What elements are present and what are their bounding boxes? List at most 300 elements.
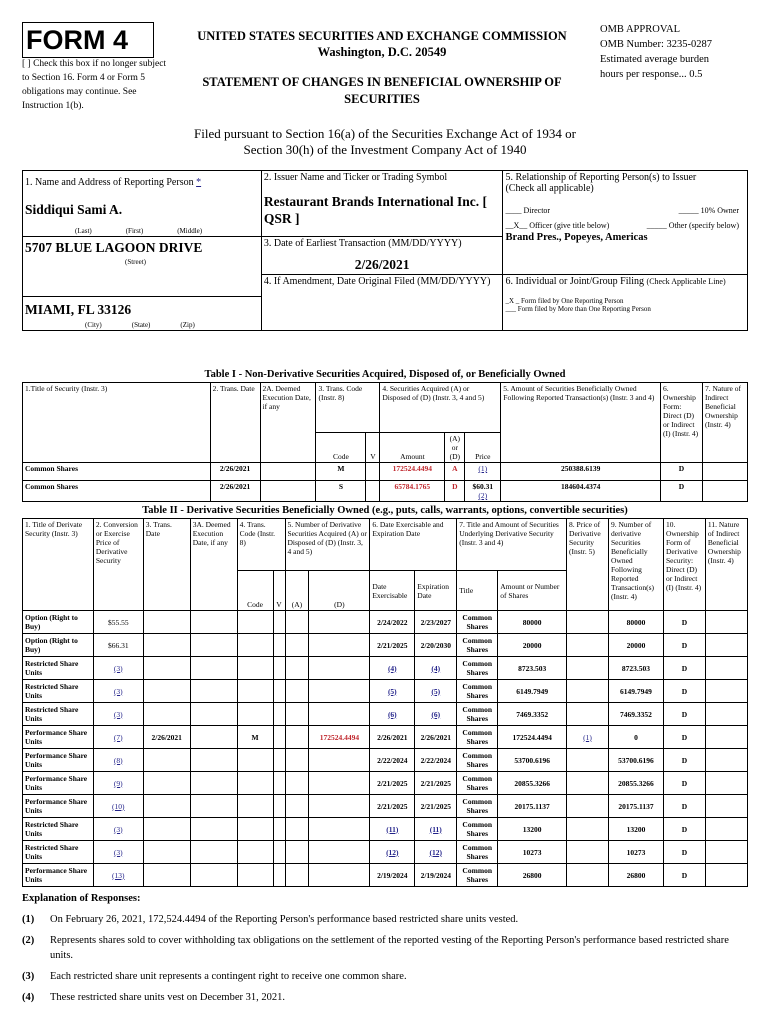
t1-row-owned: 250388.6139 — [501, 463, 661, 481]
ten-pct-owner-checkbox[interactable]: _____ 10% Owner — [678, 206, 739, 215]
t2-row-a — [285, 818, 309, 841]
footnote-link[interactable]: (12) — [429, 847, 443, 857]
t2-row-price — [567, 657, 609, 680]
t2-row-conversion — [93, 795, 143, 818]
t2-row-conversion — [93, 657, 143, 680]
t2-row-code — [237, 749, 273, 772]
t2-row-expiration — [415, 818, 457, 841]
t2-row-exercisable: 2/21/2025 — [370, 795, 415, 818]
t2-row-conversion — [93, 841, 143, 864]
t2-col-number: 5. Number of Derivative Securities Acquired (A) or Disposed of (D) (Instr. 3, 4 and 5) — [285, 519, 370, 571]
t2-row-conversion — [93, 703, 143, 726]
t2-row-d — [309, 749, 370, 772]
t2-row-owned: 13200 — [609, 818, 664, 841]
t2-row-a — [285, 680, 309, 703]
t2-row-v — [273, 634, 285, 657]
t2-row-code — [237, 634, 273, 657]
t2-row-title: Performance Share Units — [23, 795, 94, 818]
t1-col-title: 1.Title of Security (Instr. 3) — [23, 383, 211, 463]
t2-row-a — [285, 703, 309, 726]
name-address-cell — [23, 171, 262, 237]
t2-row-a — [285, 795, 309, 818]
t2-row-title: Restricted Share Units — [23, 680, 94, 703]
t2-row-deemed — [190, 634, 237, 657]
t2-row-form: D — [663, 749, 705, 772]
t2-row-price — [567, 864, 609, 887]
t2-row-a — [285, 772, 309, 795]
t2-row-form: D — [663, 818, 705, 841]
t2-row-conversion: $66.31 — [93, 634, 143, 657]
t2-row-underlying-amount: 10273 — [498, 841, 567, 864]
filing-cell — [503, 275, 748, 331]
footnote-link[interactable]: (5) — [431, 686, 441, 696]
t2-sub-d: (D) — [309, 571, 370, 611]
t1-sub-price: Price — [465, 433, 501, 463]
t1-col-trans-code: 3. Trans. Code (Instr. 8) — [316, 383, 380, 433]
table-row — [23, 749, 748, 772]
t2-row-owned: 20175.1137 — [609, 795, 664, 818]
t1-sub-code: Code — [316, 433, 366, 463]
t2-row-trans-date — [143, 841, 190, 864]
t2-col-nature: 11. Nature of Indirect Beneficial Ownership (Instr. 4) — [705, 519, 747, 611]
explanation-num: (2) — [22, 935, 35, 946]
t2-row-v — [273, 726, 285, 749]
filing-more-persons[interactable]: ___ Form filed by More than One Reporting Person — [505, 305, 651, 313]
reporting-person-name: Siddiqui Sami A. — [25, 202, 123, 217]
t1-row-deemed — [260, 481, 316, 502]
t2-row-nature — [705, 634, 747, 657]
t2-row-exercisable — [370, 703, 415, 726]
t2-row-v — [273, 795, 285, 818]
t2-row-owned: 7469.3352 — [609, 703, 664, 726]
t2-row-conversion: $55.55 — [93, 611, 143, 634]
t2-row-form: D — [663, 864, 705, 887]
omb-approval-label: OMB APPROVAL — [600, 24, 681, 35]
t2-row-trans-date — [143, 680, 190, 703]
footnote-link[interactable]: (11) — [386, 824, 399, 834]
t2-row-expiration — [415, 657, 457, 680]
t2-row-nature — [705, 864, 747, 887]
t2-row-price — [567, 611, 609, 634]
t2-row-v — [273, 818, 285, 841]
table2-title: Table II - Derivative Securities Beneficially Owned (e.g., puts, calls, warrants, options, convertible securities) — [142, 505, 628, 516]
filing-one-person[interactable]: _X _ Form filed by One Reporting Person — [505, 297, 624, 305]
t2-row-price — [567, 703, 609, 726]
t2-sub-expiration: Expiration Date — [415, 571, 457, 611]
t2-row-underlying-title: Common Shares — [457, 703, 498, 726]
name-address-label: 1. Name and Address of Reporting Person — [25, 177, 194, 188]
t2-row-nature — [705, 818, 747, 841]
t2-row-title: Performance Share Units — [23, 726, 94, 749]
t2-row-trans-date — [143, 795, 190, 818]
explanation-item — [22, 933, 752, 963]
t2-row-expiration: 2/21/2025 — [415, 772, 457, 795]
t2-row-owned: 10273 — [609, 841, 664, 864]
t2-row-code — [237, 818, 273, 841]
t2-sub-v: V — [273, 571, 285, 611]
t2-row-conversion — [93, 864, 143, 887]
relationship-label: 5. Relationship of Reporting Person(s) to Issuer — [505, 172, 697, 183]
t2-row-exercisable — [370, 818, 415, 841]
t2-row-trans-date — [143, 772, 190, 795]
t2-row-deemed — [190, 703, 237, 726]
t2-row-trans-date — [143, 703, 190, 726]
t2-row-owned: 26800 — [609, 864, 664, 887]
t2-row-underlying-amount: 20000 — [498, 634, 567, 657]
t2-row-code — [237, 864, 273, 887]
t2-row-exercisable: 2/22/2024 — [370, 749, 415, 772]
t2-sub-amount: Amount or Number of Shares — [498, 571, 567, 611]
footnote-link[interactable]: (10) — [112, 801, 125, 811]
explanation-num: (1) — [22, 914, 35, 925]
issuer-name: Restaurant Brands International Inc. [ QSR ] — [263, 194, 487, 226]
t2-row-code: M — [237, 726, 273, 749]
t2-row-exercisable — [370, 680, 415, 703]
t2-row-price — [567, 749, 609, 772]
t2-row-deemed — [190, 611, 237, 634]
t2-row-underlying-title: Common Shares — [457, 818, 498, 841]
t1-row-aord: A — [445, 463, 465, 481]
t2-col-deemed-date: 3A. Deemed Execution Date, if any — [190, 519, 237, 611]
t2-row-exercisable: 2/21/2025 — [370, 634, 415, 657]
officer-other-row — [505, 221, 745, 230]
explanation-text: Each restricted share unit represents a contingent right to receive one common share. — [50, 971, 407, 982]
footnote-link[interactable]: (7) — [113, 732, 123, 742]
t2-row-expiration: 2/26/2021 — [415, 726, 457, 749]
t1-row-amount: 65784.1765 — [380, 481, 445, 502]
t2-row-conversion — [93, 680, 143, 703]
t1-row-title: Common Shares — [23, 481, 211, 502]
t2-row-form: D — [663, 795, 705, 818]
t2-row-v — [273, 703, 285, 726]
table-row — [23, 864, 748, 887]
t2-col-owned: 9. Number of derivative Securities Beneficially Owned Following Reported Transaction(s) (Instr. 4) — [609, 519, 664, 611]
t2-row-code — [237, 841, 273, 864]
relationship-sub: (Check all applicable) — [505, 183, 594, 194]
t1-row-price-footnote[interactable]: (1) — [478, 464, 488, 473]
t2-row-exercisable: 2/21/2025 — [370, 772, 415, 795]
t2-row-underlying-title: Common Shares — [457, 841, 498, 864]
city-state-zip-labels — [25, 321, 259, 329]
table-row — [23, 841, 748, 864]
t2-row-d — [309, 611, 370, 634]
t2-row-expiration: 2/21/2025 — [415, 795, 457, 818]
amendment-label: 4. If Amendment, Date Original Filed (MM/DD/YYYY) — [263, 276, 491, 287]
explanation-heading: Explanation of Responses: — [22, 893, 141, 904]
footnote-link[interactable]: (6) — [387, 709, 397, 719]
t2-sub-code: Code — [237, 571, 273, 611]
t2-row-d — [309, 634, 370, 657]
t2-row-price — [567, 818, 609, 841]
t2-row-underlying-title: Common Shares — [457, 864, 498, 887]
t2-row-v — [273, 772, 285, 795]
table-row — [23, 772, 748, 795]
label-street: (Street) — [125, 258, 146, 266]
t2-row-expiration: 2/23/2027 — [415, 611, 457, 634]
footnote-link[interactable]: (3) — [113, 824, 123, 834]
reporting-city-state-zip: MIAMI, FL 33126 — [25, 302, 132, 317]
filing-sub: (Check Applicable Line) — [646, 277, 726, 286]
filing-label: 6. Individual or Joint/Group Filing — [505, 276, 645, 287]
footnote-link[interactable]: (13) — [112, 870, 125, 880]
t1-row-nature — [702, 481, 747, 502]
t2-row-a — [285, 726, 309, 749]
label-middle: (Middle) — [177, 227, 203, 235]
t2-row-owned: 8723.503 — [609, 657, 664, 680]
t2-row-title: Option (Right to Buy) — [23, 611, 94, 634]
t1-row-price-footnote[interactable]: (2) — [478, 491, 488, 500]
table-row — [23, 726, 748, 749]
t2-row-conversion — [93, 749, 143, 772]
t2-sub-exercisable: Date Exercisable — [370, 571, 415, 611]
explanation-num: (3) — [22, 971, 35, 982]
director-ten-pct-row — [505, 206, 745, 215]
t2-row-price — [567, 795, 609, 818]
explanation-text: On February 26, 2021, 172,524.4494 of the Reporting Person's performance based restricted share units vested. — [50, 914, 519, 925]
t2-col-exercisable: 6. Date Exercisable and Expiration Date — [370, 519, 457, 571]
t2-row-title: Restricted Share Units — [23, 703, 94, 726]
reporting-street: 5707 BLUE LAGOON DRIVE — [25, 240, 203, 255]
t2-row-code — [237, 611, 273, 634]
t1-row-amount: 172524.4494 — [380, 463, 445, 481]
t1-sub-amount: Amount — [380, 433, 445, 463]
t1-row-date: 2/26/2021 — [210, 481, 260, 502]
t2-row-d — [309, 818, 370, 841]
footnote-link[interactable]: (4) — [387, 663, 397, 673]
table-row — [23, 703, 748, 726]
footnote-link[interactable]: (3) — [113, 709, 123, 719]
table-row — [23, 634, 748, 657]
t2-row-deemed — [190, 841, 237, 864]
t1-col-ownership-form: 6. Ownership Form: Direct (D) or Indirect (I) (Instr. 4) — [660, 383, 702, 463]
other-checkbox[interactable]: _____ Other (specify below) — [646, 221, 739, 230]
footnote-link[interactable]: (5) — [387, 686, 397, 696]
t2-row-underlying-amount: 20855.3266 — [498, 772, 567, 795]
t2-row-a — [285, 841, 309, 864]
t2-row-price — [567, 841, 609, 864]
t2-row-exercisable — [370, 657, 415, 680]
table-row — [23, 611, 748, 634]
t2-row-title: Performance Share Units — [23, 864, 94, 887]
t2-row-owned: 53700.6196 — [609, 749, 664, 772]
t2-row-title: Restricted Share Units — [23, 818, 94, 841]
t2-row-d — [309, 864, 370, 887]
t2-row-conversion — [93, 726, 143, 749]
t2-row-underlying-amount: 6149.7949 — [498, 680, 567, 703]
label-city: (City) — [85, 321, 102, 329]
footnote-link[interactable]: (3) — [113, 663, 123, 673]
t2-row-underlying-amount: 7469.3352 — [498, 703, 567, 726]
agency-line1: UNITED STATES SECURITIES AND EXCHANGE COMMISSION — [197, 29, 567, 43]
t2-row-conversion — [93, 818, 143, 841]
t2-row-deemed — [190, 726, 237, 749]
t2-row-d — [309, 680, 370, 703]
footnote-link[interactable]: (4) — [431, 663, 441, 673]
earliest-transaction-cell — [261, 237, 503, 275]
t2-row-deemed — [190, 680, 237, 703]
filed-pursuant-text — [120, 126, 650, 158]
t2-row-exercisable: 2/24/2022 — [370, 611, 415, 634]
t1-col-amount-owned: 5. Amount of Securities Beneficially Owned Following Reported Transaction(s) (Instr. 3 and 4) — [501, 383, 661, 463]
footnote-link[interactable]: (12) — [386, 847, 399, 857]
label-state: (State) — [131, 321, 151, 329]
footnote-link[interactable]: (6) — [431, 709, 441, 719]
t2-col-title: 1. Title of Derivate Security (Instr. 3) — [23, 519, 94, 611]
t2-row-trans-date: 2/26/2021 — [143, 726, 190, 749]
footnote-star-link[interactable]: * — [196, 177, 202, 188]
table1-title: Table I - Non-Derivative Securities Acquired, Disposed of, or Beneficially Owned — [204, 369, 566, 380]
t2-row-underlying-title: Common Shares — [457, 726, 498, 749]
t2-row-nature — [705, 841, 747, 864]
t2-row-v — [273, 749, 285, 772]
t2-row-nature — [705, 680, 747, 703]
explanation-text: These restricted share units vest on December 31, 2021. — [50, 992, 286, 1003]
t2-row-d — [309, 703, 370, 726]
explanation-item — [22, 912, 752, 927]
t1-row-price: $60.31 — [472, 482, 494, 491]
t2-row-owned: 0 — [609, 726, 664, 749]
label-last: (Last) — [75, 227, 92, 235]
t1-col-nature: 7. Nature of Indirect Beneficial Ownership (Instr. 4) — [702, 383, 747, 463]
t2-row-code — [237, 795, 273, 818]
t2-row-expiration: 2/19/2024 — [415, 864, 457, 887]
t2-row-title: Option (Right to Buy) — [23, 634, 94, 657]
t1-col-trans-date: 2. Trans. Date — [210, 383, 260, 463]
t2-row-owned: 80000 — [609, 611, 664, 634]
t1-row-v — [366, 481, 380, 502]
t2-row-title: Restricted Share Units — [23, 841, 94, 864]
t1-row-date: 2/26/2021 — [210, 463, 260, 481]
t2-row-v — [273, 680, 285, 703]
t2-row-v — [273, 864, 285, 887]
t2-row-a — [285, 611, 309, 634]
t2-row-expiration — [415, 680, 457, 703]
t2-row-expiration — [415, 841, 457, 864]
amendment-cell — [261, 275, 503, 331]
t2-row-owned: 20000 — [609, 634, 664, 657]
t2-row-a — [285, 634, 309, 657]
t2-row-trans-date — [143, 749, 190, 772]
t1-col-securities: 4. Securities Acquired (A) or Disposed of (D) (Instr. 3, 4 and 5) — [380, 383, 501, 433]
t2-row-a — [285, 864, 309, 887]
t2-row-code — [237, 680, 273, 703]
t2-row-title: Performance Share Units — [23, 749, 94, 772]
t2-row-price — [567, 680, 609, 703]
table-row — [23, 680, 748, 703]
t2-row-form: D — [663, 680, 705, 703]
explanation-num: (4) — [22, 992, 35, 1003]
t2-row-exercisable — [370, 841, 415, 864]
t2-row-expiration: 2/20/2030 — [415, 634, 457, 657]
t2-row-price — [567, 772, 609, 795]
footnote-link[interactable]: (1) — [583, 732, 592, 742]
t2-row-conversion — [93, 772, 143, 795]
footnote-link[interactable]: (11) — [429, 824, 442, 834]
label-zip: (Zip) — [180, 321, 195, 329]
t2-row-v — [273, 841, 285, 864]
t2-row-underlying-amount: 8723.503 — [498, 657, 567, 680]
relationship-cell — [503, 171, 748, 275]
t1-row-owned: 184604.4374 — [501, 481, 661, 502]
officer-checkbox[interactable]: __X__ Officer (give title below) — [505, 221, 610, 230]
t2-row-nature — [705, 703, 747, 726]
t2-row-deemed — [190, 749, 237, 772]
explanation-text: Represents shares sold to cover withholding tax obligations on the settlement of the reported vesting of the Reporting Person's performance based restricted share units. — [50, 935, 729, 961]
label-first: (First) — [125, 227, 144, 235]
t2-row-form: D — [663, 634, 705, 657]
t2-row-form: D — [663, 726, 705, 749]
t2-col-trans-date: 3. Trans. Date — [143, 519, 190, 611]
t2-row-title: Restricted Share Units — [23, 657, 94, 680]
t1-row-form: D — [660, 481, 702, 502]
table2-derivative — [22, 503, 748, 887]
t1-row-aord: D — [445, 481, 465, 502]
table-row — [23, 481, 748, 502]
t2-row-title: Performance Share Units — [23, 772, 94, 795]
t2-row-exercisable: 2/19/2024 — [370, 864, 415, 887]
t2-row-deemed — [190, 795, 237, 818]
t2-row-form: D — [663, 772, 705, 795]
t2-row-owned: 6149.7949 — [609, 680, 664, 703]
t2-row-v — [273, 611, 285, 634]
t2-row-deemed — [190, 864, 237, 887]
issuer-cell — [261, 171, 503, 237]
t1-row-title: Common Shares — [23, 463, 211, 481]
t2-row-a — [285, 749, 309, 772]
explanation-item — [22, 969, 752, 984]
table1-non-derivative — [22, 367, 748, 502]
t2-row-underlying-title: Common Shares — [457, 772, 498, 795]
director-checkbox[interactable]: ____ Director — [505, 206, 551, 215]
t2-col-underlying: 7. Title and Amount of Securities Underlying Derivative Security (Instr. 3 and 4) — [457, 519, 567, 571]
footnote-link[interactable]: (3) — [113, 847, 123, 857]
t1-row-code: M — [316, 463, 366, 481]
section16-checkbox-note[interactable]: [ ] Check this box if no longer subject to Section 16. Form 4 or Form 5 obligations may continue. See Instruction 1(b). — [22, 59, 167, 111]
footnote-link[interactable]: (8) — [113, 755, 123, 765]
t1-row-form: D — [660, 463, 702, 481]
t2-row-exercisable: 2/26/2021 — [370, 726, 415, 749]
t1-sub-aord: (A) or (D) — [445, 433, 465, 463]
t2-row-underlying-amount: 26800 — [498, 864, 567, 887]
t2-col-conversion: 2. Conversion or Exercise Price of Derivative Security — [93, 519, 143, 611]
t2-row-underlying-title: Common Shares — [457, 634, 498, 657]
t1-sub-v: V — [366, 433, 380, 463]
t2-row-form: D — [663, 611, 705, 634]
t2-row-a — [285, 657, 309, 680]
reporting-person-table — [22, 170, 748, 331]
t1-row-deemed — [260, 463, 316, 481]
form-title: FORM 4 — [26, 25, 129, 55]
t2-row-code — [237, 657, 273, 680]
footnote-link[interactable]: (3) — [113, 686, 123, 696]
t2-col-code: 4. Trans. Code (Instr. 8) — [237, 519, 285, 571]
t2-row-form: D — [663, 657, 705, 680]
t2-row-d — [309, 795, 370, 818]
t2-row-d — [309, 772, 370, 795]
t2-row-trans-date — [143, 818, 190, 841]
t2-row-trans-date — [143, 657, 190, 680]
t2-row-trans-date — [143, 611, 190, 634]
t2-row-trans-date — [143, 864, 190, 887]
t2-row-form: D — [663, 703, 705, 726]
t2-row-underlying-title: Common Shares — [457, 657, 498, 680]
t2-row-price — [567, 726, 609, 749]
earliest-transaction-date: 2/26/2021 — [354, 257, 410, 272]
t2-row-trans-date — [143, 634, 190, 657]
t2-row-expiration — [415, 703, 457, 726]
footnote-link[interactable]: (9) — [113, 778, 123, 788]
t2-row-underlying-title: Common Shares — [457, 749, 498, 772]
